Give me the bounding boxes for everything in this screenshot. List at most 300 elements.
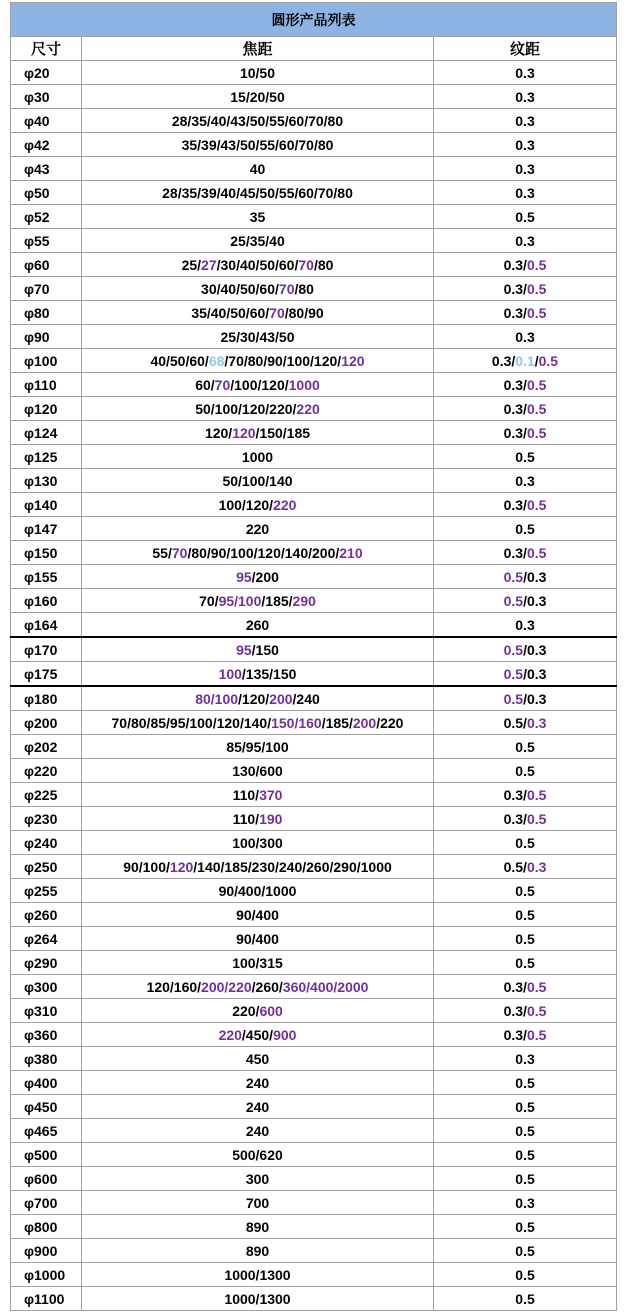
- table-row: [11, 759, 617, 783]
- size-cell: φ900: [11, 1239, 82, 1263]
- size-cell: φ90: [11, 325, 82, 349]
- pitch-segment: 0.5: [526, 1002, 547, 1019]
- focal-segment: /185/: [321, 714, 353, 731]
- pitch-cell: [434, 1287, 617, 1311]
- pitch-cell: [434, 1167, 617, 1191]
- pitch-segment: 0.3: [515, 64, 535, 81]
- focal-segment: 70/: [199, 592, 219, 609]
- pitch-segment: 0.3/: [503, 544, 527, 561]
- table-row: [11, 181, 617, 205]
- pitch-segment: 0.3/: [503, 1026, 527, 1043]
- focal-segment: /80/90/100/120/140/200/: [187, 544, 340, 561]
- pitch-segment: 0.5: [526, 256, 547, 273]
- pitch-segment: /0.3: [523, 641, 547, 658]
- pitch-cell: [434, 157, 617, 181]
- focal-segment: /80/90: [284, 304, 324, 321]
- focal-length-cell: [82, 349, 434, 373]
- focal-segment: /140/185/230/240/260/290/1000: [193, 858, 392, 875]
- pitch-segment: 0.3: [515, 112, 535, 129]
- focal-segment: 50/100/140: [222, 472, 293, 489]
- table-row: [11, 783, 617, 807]
- table-row: [11, 493, 617, 517]
- pitch-cell: [434, 277, 617, 301]
- pitch-cell: [434, 686, 617, 711]
- pitch-segment: 0.5: [526, 424, 547, 441]
- focal-length-cell: [82, 1023, 434, 1047]
- focal-length-cell: [82, 181, 434, 205]
- pitch-cell: [434, 999, 617, 1023]
- focal-segment: /30/40/50/60/: [216, 256, 299, 273]
- focal-segment: 10/50: [239, 64, 276, 81]
- pitch-cell: [434, 565, 617, 589]
- focal-length-cell: [82, 133, 434, 157]
- pitch-cell: [434, 85, 617, 109]
- pitch-cell: [434, 735, 617, 759]
- table-row: [11, 517, 617, 541]
- focal-segment: 1000: [241, 448, 274, 465]
- size-cell: φ230: [11, 807, 82, 831]
- size-cell: φ360: [11, 1023, 82, 1047]
- table-row: [11, 541, 617, 565]
- focal-segment: /185/: [261, 592, 293, 609]
- focal-length-cell: [82, 1215, 434, 1239]
- table-row: [11, 1071, 617, 1095]
- focal-segment: /80: [294, 280, 314, 297]
- focal-segment: 120/160/: [146, 978, 202, 995]
- focal-segment: 190: [259, 810, 283, 827]
- table-row: [11, 1167, 617, 1191]
- pitch-segment: 0.5: [526, 810, 547, 827]
- pitch-segment: 0.5: [515, 1170, 535, 1187]
- pitch-cell: [434, 517, 617, 541]
- size-cell: φ20: [11, 61, 82, 85]
- pitch-cell: [434, 589, 617, 613]
- pitch-segment: 0.3/: [503, 786, 527, 803]
- pitch-segment: 0.5: [515, 954, 535, 971]
- pitch-segment: 0.5: [526, 400, 547, 417]
- size-cell: φ200: [11, 711, 82, 735]
- title-row: [11, 3, 617, 37]
- pitch-segment: 0.1: [515, 352, 535, 369]
- pitch-cell: [434, 1215, 617, 1239]
- pitch-segment: 0.5: [526, 786, 547, 803]
- pitch-segment: 0.5: [515, 762, 535, 779]
- focal-segment: 70: [171, 544, 188, 561]
- size-cell: φ1100: [11, 1287, 82, 1311]
- focal-segment: 55/: [152, 544, 172, 561]
- focal-length-cell: [82, 613, 434, 638]
- pitch-cell: [434, 1143, 617, 1167]
- table-row: [11, 373, 617, 397]
- pitch-cell: [434, 469, 617, 493]
- focal-segment: 900: [273, 1026, 297, 1043]
- focal-length-cell: [82, 565, 434, 589]
- table-row: [11, 349, 617, 373]
- size-cell: φ380: [11, 1047, 82, 1071]
- pitch-cell: [434, 181, 617, 205]
- pitch-segment: 0.5: [526, 1026, 547, 1043]
- pitch-segment: 0.5: [515, 1266, 535, 1283]
- focal-segment: 40/50/60/: [150, 352, 209, 369]
- size-cell: φ55: [11, 229, 82, 253]
- focal-segment: 210: [339, 544, 363, 561]
- table-row: [11, 1263, 617, 1287]
- focal-length-cell: [82, 1119, 434, 1143]
- size-cell: φ300: [11, 975, 82, 999]
- table-row: [11, 565, 617, 589]
- pitch-segment: 0.5: [526, 978, 547, 995]
- pitch-segment: 0.3/: [503, 810, 527, 827]
- pitch-segment: 0.3/: [503, 376, 527, 393]
- pitch-cell: [434, 445, 617, 469]
- focal-segment: 25/: [181, 256, 202, 273]
- focal-segment: 95: [236, 568, 252, 585]
- table-row: [11, 205, 617, 229]
- focal-length-cell: [82, 903, 434, 927]
- focal-segment: 1000/1300: [224, 1290, 291, 1307]
- pitch-cell: [434, 1119, 617, 1143]
- size-cell: φ120: [11, 397, 82, 421]
- size-cell: φ60: [11, 253, 82, 277]
- focal-length-cell: [82, 951, 434, 975]
- pitch-segment: 0.3/: [503, 280, 527, 297]
- focal-segment: 70: [269, 304, 285, 321]
- table-row: [11, 903, 617, 927]
- size-cell: φ264: [11, 927, 82, 951]
- focal-length-cell: [82, 975, 434, 999]
- pitch-segment: 0.5: [515, 1074, 535, 1091]
- table-row: [11, 975, 617, 999]
- focal-length-cell: [82, 927, 434, 951]
- pitch-segment: 0.3: [515, 232, 535, 249]
- focal-length-cell: [82, 421, 434, 445]
- pitch-cell: [434, 1239, 617, 1263]
- pitch-segment: 0.5: [515, 448, 535, 465]
- focal-length-cell: [82, 759, 434, 783]
- pitch-segment: 0.3/: [503, 256, 527, 273]
- pitch-cell: [434, 831, 617, 855]
- pitch-cell: [434, 1047, 617, 1071]
- focal-segment: /135/150: [241, 665, 297, 682]
- pitch-segment: 0.5: [503, 690, 524, 707]
- pitch-segment: 0.5: [526, 304, 547, 321]
- focal-segment: 35/40/50/60/: [191, 304, 270, 321]
- pitch-segment: 0.3: [515, 184, 535, 201]
- focal-segment: 110/: [232, 786, 260, 803]
- focal-segment: 890: [245, 1242, 270, 1259]
- focal-length-cell: [82, 301, 434, 325]
- table-row: [11, 133, 617, 157]
- focal-length-cell: [82, 711, 434, 735]
- pitch-segment: 0.3/: [491, 352, 516, 369]
- focal-segment: 80/100: [195, 690, 239, 707]
- pitch-segment: /0.3: [523, 568, 547, 585]
- pitch-segment: 0.5: [503, 568, 524, 585]
- pitch-segment: /0.3: [523, 665, 547, 682]
- focal-length-cell: [82, 807, 434, 831]
- size-cell: φ240: [11, 831, 82, 855]
- focal-segment: /100/120/: [230, 376, 289, 393]
- focal-segment: 28/35/40/43/50/55/60/70/80: [171, 112, 344, 129]
- pitch-cell: [434, 493, 617, 517]
- focal-segment: 100: [218, 665, 242, 682]
- table-title: 圆形产品列表: [11, 3, 617, 37]
- focal-length-cell: [82, 469, 434, 493]
- pitch-segment: 0.5: [503, 665, 524, 682]
- focal-segment: 60/: [195, 376, 215, 393]
- header-size: 尺寸: [11, 37, 82, 61]
- pitch-cell: [434, 421, 617, 445]
- focal-length-cell: [82, 229, 434, 253]
- table-row: [11, 61, 617, 85]
- pitch-segment: 0.3/: [503, 304, 527, 321]
- focal-segment: 240: [245, 1122, 270, 1139]
- table-row: [11, 109, 617, 133]
- focal-segment: 120: [341, 352, 365, 369]
- focal-segment: 890: [245, 1218, 270, 1235]
- table-row: [11, 879, 617, 903]
- pitch-segment: 0.3/: [503, 424, 527, 441]
- focal-length-cell: [82, 493, 434, 517]
- focal-segment: 27: [201, 256, 217, 273]
- focal-length-cell: [82, 157, 434, 181]
- pitch-cell: [434, 133, 617, 157]
- size-cell: φ255: [11, 879, 82, 903]
- focal-length-cell: [82, 541, 434, 565]
- pitch-segment: 0.5: [515, 906, 535, 923]
- size-cell: φ260: [11, 903, 82, 927]
- focal-segment: 200: [352, 714, 377, 731]
- size-cell: φ175: [11, 662, 82, 687]
- table-row: [11, 1023, 617, 1047]
- pitch-cell: [434, 1263, 617, 1287]
- focal-segment: /80: [313, 256, 334, 273]
- pitch-cell: [434, 1023, 617, 1047]
- size-cell: φ147: [11, 517, 82, 541]
- focal-segment: 70: [214, 376, 231, 393]
- pitch-cell: [434, 1191, 617, 1215]
- table-row: [11, 277, 617, 301]
- focal-length-cell: [82, 1263, 434, 1287]
- focal-segment: /150: [251, 641, 279, 658]
- pitch-cell: [434, 975, 617, 999]
- pitch-cell: [434, 1095, 617, 1119]
- pitch-segment: 0.5: [515, 1122, 535, 1139]
- focal-segment: 1000/1300: [224, 1266, 291, 1283]
- size-cell: φ124: [11, 421, 82, 445]
- pitch-cell: [434, 903, 617, 927]
- focal-segment: 300: [245, 1170, 270, 1187]
- table-row: [11, 807, 617, 831]
- focal-segment: 500/620: [232, 1146, 283, 1163]
- table-row: [11, 735, 617, 759]
- pitch-segment: 0.5: [526, 496, 547, 513]
- focal-segment: 28/35/39/40/45/50/55/60/70/80: [162, 184, 353, 201]
- focal-segment: 120: [232, 424, 256, 441]
- focal-length-cell: [82, 253, 434, 277]
- pitch-segment: 0.5: [515, 1290, 535, 1307]
- size-cell: φ125: [11, 445, 82, 469]
- focal-segment: 110/: [232, 810, 260, 827]
- focal-length-cell: [82, 735, 434, 759]
- focal-length-cell: [82, 1047, 434, 1071]
- size-cell: φ40: [11, 109, 82, 133]
- focal-segment: 25/30/43/50: [220, 328, 295, 345]
- focal-length-cell: [82, 445, 434, 469]
- pitch-cell: [434, 759, 617, 783]
- focal-segment: 95: [236, 641, 252, 658]
- pitch-segment: 0.5: [515, 208, 535, 225]
- focal-segment: 50/100/120/220/: [195, 400, 297, 417]
- table-body: [11, 61, 617, 1311]
- pitch-segment: /0.3: [523, 690, 547, 707]
- focal-segment: 100/315: [232, 954, 283, 971]
- pitch-segment: 0.5/: [503, 858, 527, 875]
- size-cell: φ155: [11, 565, 82, 589]
- table-row: [11, 85, 617, 109]
- focal-segment: 90/400: [236, 906, 279, 923]
- pitch-cell: [434, 783, 617, 807]
- focal-segment: 70: [298, 256, 314, 273]
- focal-length-cell: [82, 61, 434, 85]
- focal-length-cell: [82, 373, 434, 397]
- size-cell: φ500: [11, 1143, 82, 1167]
- focal-segment: 360/400/2000: [282, 978, 369, 995]
- table-row: [11, 397, 617, 421]
- pitch-cell: [434, 711, 617, 735]
- size-cell: φ180: [11, 686, 82, 711]
- focal-segment: 240: [245, 1098, 270, 1115]
- focal-segment: 220: [273, 496, 297, 513]
- focal-length-cell: [82, 589, 434, 613]
- pitch-cell: [434, 807, 617, 831]
- focal-segment: 220/: [232, 1002, 260, 1019]
- focal-segment: 30/40/50/60/: [201, 280, 279, 297]
- focal-segment: 90/100/: [123, 858, 170, 875]
- table-row: [11, 927, 617, 951]
- focal-segment: /220: [376, 714, 404, 731]
- table-row: [11, 711, 617, 735]
- focal-segment: 25/35/40: [230, 232, 285, 249]
- size-cell: φ170: [11, 637, 82, 662]
- size-cell: φ164: [11, 613, 82, 638]
- focal-segment: 700: [245, 1194, 270, 1211]
- size-cell: φ600: [11, 1167, 82, 1191]
- table-row: [11, 445, 617, 469]
- size-cell: φ800: [11, 1215, 82, 1239]
- pitch-cell: [434, 397, 617, 421]
- pitch-segment: 0.5/: [503, 714, 527, 731]
- focal-length-cell: [82, 1071, 434, 1095]
- focal-length-cell: [82, 637, 434, 662]
- size-cell: φ130: [11, 469, 82, 493]
- table-row: [11, 999, 617, 1023]
- size-cell: φ50: [11, 181, 82, 205]
- product-table-sheet: [10, 2, 616, 1311]
- size-cell: φ400: [11, 1071, 82, 1095]
- pitch-cell: [434, 541, 617, 565]
- focal-segment: 150/160: [271, 714, 322, 731]
- size-cell: φ100: [11, 349, 82, 373]
- focal-segment: 290: [292, 592, 316, 609]
- pitch-cell: [434, 1071, 617, 1095]
- pitch-segment: 0.3: [515, 472, 535, 489]
- size-cell: φ160: [11, 589, 82, 613]
- focal-length-cell: [82, 109, 434, 133]
- focal-segment: 90/400: [236, 930, 279, 947]
- focal-segment: 200/220: [201, 978, 252, 995]
- size-cell: φ220: [11, 759, 82, 783]
- focal-length-cell: [82, 1287, 434, 1311]
- focal-length-cell: [82, 879, 434, 903]
- pitch-segment: 0.5: [515, 930, 535, 947]
- focal-length-cell: [82, 517, 434, 541]
- table-row: [11, 1047, 617, 1071]
- pitch-cell: [434, 229, 617, 253]
- size-cell: φ250: [11, 855, 82, 879]
- pitch-segment: 0.5: [515, 520, 535, 537]
- table-row: [11, 662, 617, 687]
- pitch-segment: /: [534, 352, 539, 369]
- pitch-cell: [434, 109, 617, 133]
- pitch-segment: 0.3: [515, 160, 535, 177]
- focal-length-cell: [82, 1143, 434, 1167]
- pitch-cell: [434, 325, 617, 349]
- pitch-cell: [434, 61, 617, 85]
- table-row: [11, 686, 617, 711]
- focal-segment: 90/400/1000: [218, 882, 297, 899]
- pitch-cell: [434, 613, 617, 638]
- pitch-cell: [434, 253, 617, 277]
- focal-length-cell: [82, 686, 434, 711]
- size-cell: φ310: [11, 999, 82, 1023]
- pitch-segment: 0.3: [515, 88, 535, 105]
- focal-segment: /120/: [238, 690, 270, 707]
- focal-segment: 70/80/85/95/100/120/140/: [111, 714, 272, 731]
- size-cell: φ30: [11, 85, 82, 109]
- focal-length-cell: [82, 1239, 434, 1263]
- focal-length-cell: [82, 397, 434, 421]
- table-row: [11, 1119, 617, 1143]
- pitch-cell: [434, 301, 617, 325]
- focal-segment: 120: [169, 858, 194, 875]
- focal-segment: 100/120/: [218, 496, 274, 513]
- pitch-segment: 0.5: [515, 1146, 535, 1163]
- pitch-cell: [434, 373, 617, 397]
- pitch-segment: /0.3: [523, 592, 547, 609]
- focal-segment: /200: [251, 568, 279, 585]
- size-cell: φ290: [11, 951, 82, 975]
- focal-segment: /70/80/90/100/120/: [224, 352, 342, 369]
- focal-segment: 35: [249, 208, 266, 225]
- focal-segment: 120/: [204, 424, 233, 441]
- pitch-segment: 0.5: [515, 1218, 535, 1235]
- pitch-segment: 0.5: [515, 834, 535, 851]
- header-focal-length: 焦距: [82, 37, 434, 61]
- pitch-cell: [434, 927, 617, 951]
- table-row: [11, 1287, 617, 1311]
- pitch-segment: 0.5: [515, 1242, 535, 1259]
- pitch-segment: 0.3/: [503, 496, 527, 513]
- pitch-segment: 0.3/: [503, 400, 527, 417]
- focal-segment: 68: [208, 352, 225, 369]
- focal-segment: 220: [245, 520, 270, 537]
- pitch-cell: [434, 662, 617, 687]
- focal-length-cell: [82, 205, 434, 229]
- focal-length-cell: [82, 662, 434, 687]
- pitch-segment: 0.5: [538, 352, 559, 369]
- pitch-cell: [434, 205, 617, 229]
